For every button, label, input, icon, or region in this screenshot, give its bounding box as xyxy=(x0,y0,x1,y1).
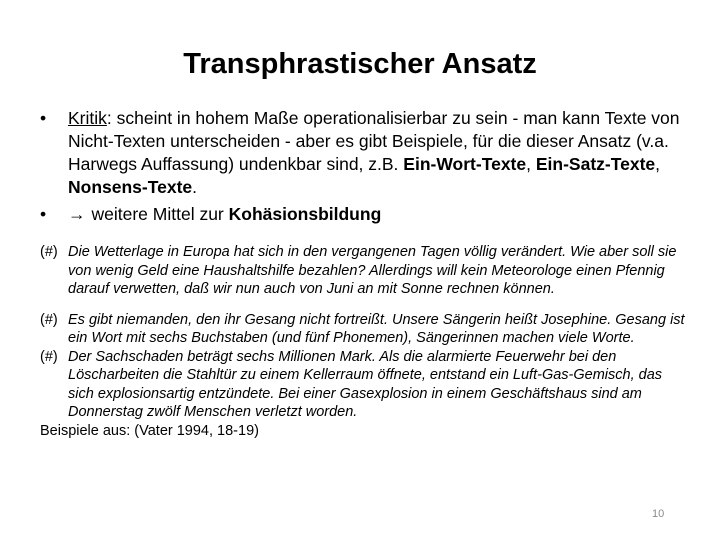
separator: , xyxy=(655,154,661,174)
slide-title: Transphrastischer Ansatz xyxy=(183,48,537,80)
term-ein-satz-texte: Ein-Satz-Texte xyxy=(535,154,656,174)
source-citation: Beispiele aus: (Vater 1994, 18-19) xyxy=(40,422,259,439)
example-marker: (#) xyxy=(40,311,58,328)
kritik-label: Kritik xyxy=(68,108,107,128)
example-text: Es gibt niemanden, den ihr Gesang nicht fortreißt. Unsere Sängerin heißt Josephine. Gesang ist ein Wort mit sechs Buchstaben (und fünf Phonemen), Sängerinnen machen viele Worte. xyxy=(68,311,685,346)
term-ein-wort-texte: Ein-Wort-Texte xyxy=(403,154,527,174)
example-item xyxy=(40,348,690,422)
example-text: Die Wetterlage in Europa hat sich in den vergangenen Tagen völlig verändert. Wie aber soll sie von wenig Geld eine Haushaltshilfe bezahlen? Allerdings will kein Meteorologe einen Pfennig darauf verwetten, daß wir nun auch von Juni an mit Sonne rechnen können. xyxy=(68,244,677,297)
bullet-kohaesion xyxy=(40,203,680,226)
kritik-text: : scheint in hohem Maße operationalisierbar zu sein - man kann Texte von Nicht-Texten unterscheiden - aber es gibt Beispiele, für die dieser Ansatz (v.a. Harwegs Auffassung) undenkbar sind, z.B. xyxy=(68,108,680,174)
page-number: 10 xyxy=(652,508,665,520)
example-list xyxy=(40,243,690,440)
example-text: Der Sachschaden beträgt sechs Millionen Mark. Als die alarmierte Feuerwehr bei den Löscharbeiten die Stahltür zu einem Kellerraum öffnete, entstand ein Luft-Gas-Gemisch, das sich explosionsartig entzündete. Bei einer Gasexplosion in einem Geschäftshaus sind am Donnerstag zwölf Menschen verletzt worden. xyxy=(68,348,663,420)
bullet-list xyxy=(40,107,680,226)
example-item xyxy=(40,311,690,348)
example-item xyxy=(40,243,690,299)
sentence-end: . xyxy=(192,177,198,197)
bullet-marker: • xyxy=(40,108,47,128)
bullet-marker: • xyxy=(40,204,47,224)
separator: , xyxy=(526,154,536,174)
arrow-right-icon: → xyxy=(68,204,86,224)
term-kohaesionsbildung: Kohäsionsbildung xyxy=(228,204,382,224)
example-marker: (#) xyxy=(40,348,58,365)
example-marker: (#) xyxy=(40,244,58,260)
bullet-kritik xyxy=(40,107,680,199)
kohaesion-text: weitere Mittel zur xyxy=(91,204,229,224)
term-nonsens-texte: Nonsens-Texte xyxy=(68,177,193,197)
